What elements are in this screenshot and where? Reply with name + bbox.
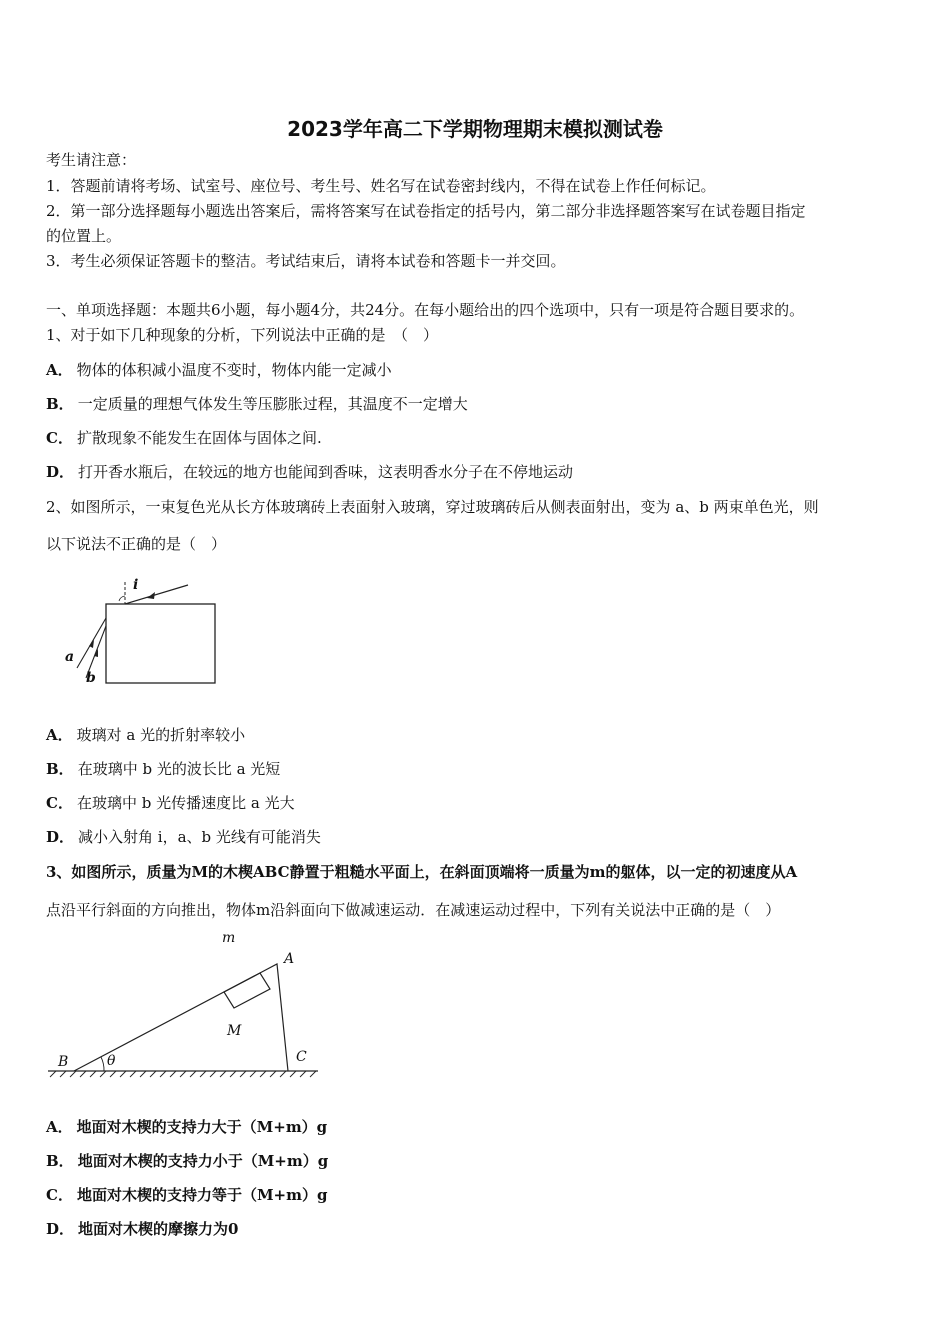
q2-option-d: D． 减小入射角 i，a、b 光线有可能消失 <box>46 828 321 846</box>
q3-wedge-figure <box>44 928 324 1078</box>
q3-stem-line1: 3、如图所示，质量为M的木楔ABC静置于粗糙水平面上，在斜面顶端将一质量为m的躯体，以一定的初速度从A <box>46 863 798 881</box>
notice-item-2: 2．第一部分选择题每小题选出答案后，需将答案写在试卷指定的括号内，第二部分非选择题答案写在试卷题目指定 <box>46 202 806 220</box>
notice-heading: 考生请注意： <box>46 151 137 169</box>
q3-label-m: m <box>222 930 236 946</box>
q2-glass-figure <box>55 570 230 695</box>
q1-option-d: D． 打开香水瓶后，在较远的地方也能闻到香味，这表明香水分子在不停地运动 <box>46 463 574 481</box>
q2-option-b: B． 在玻璃中 b 光的波长比 a 光短 <box>46 760 281 778</box>
q2-option-a: A． 玻璃对 a 光的折射率较小 <box>46 726 246 744</box>
q2-option-c: C． 在玻璃中 b 光传播速度比 a 光大 <box>46 794 295 812</box>
q3-label-b: B <box>58 1054 69 1070</box>
q3-label-mass-m: M <box>227 1023 242 1039</box>
notice-item-2-cont: 的位置上。 <box>46 227 122 245</box>
q3-option-d: D． 地面对木楔的摩擦力为0 <box>46 1220 239 1238</box>
q2-label-b: b <box>86 670 96 686</box>
q3-label-c: C <box>296 1049 307 1065</box>
q2-label-a: a <box>65 649 75 665</box>
notice-item-1: 1．答题前请将考场、试室号、座位号、考生号、姓名写在试卷密封线内，不得在试卷上作任何标记。 <box>46 177 716 195</box>
q1-option-b: B． 一定质量的理想气体发生等压膨胀过程，其温度不一定增大 <box>46 395 468 413</box>
q3-stem-line2: 点沿平行斜面的方向推出，物体m沿斜面向下做减速运动．在减速运动过程中，下列有关说法中正确的是（ ） <box>46 901 781 919</box>
notice-item-3: 3．考生必须保证答题卡的整洁。考试结束后，请将本试卷和答题卡一并交回。 <box>46 252 566 270</box>
q3-label-a: A <box>284 951 295 967</box>
q2-stem-line1: 2、如图所示，一束复色光从长方体玻璃砖上表面射入玻璃，穿过玻璃砖后从侧表面射出，变为 a、b 两束单色光，则 <box>46 498 819 516</box>
q2-label-i: i <box>133 577 139 593</box>
q1-option-a: A． 物体的体积减小温度不变时，物体内能一定减小 <box>46 361 392 379</box>
q3-label-theta: θ <box>107 1053 116 1069</box>
page-title: 2023学年高二下学期物理期末模拟测试卷 <box>287 117 663 141</box>
q3-option-c: C． 地面对木楔的支持力等于（M+m）g <box>46 1186 328 1204</box>
q2-stem-line2: 以下说法不正确的是（ ） <box>46 535 227 553</box>
section-heading: 一、单项选择题：本题共6小题，每小题4分，共24分。在每小题给出的四个选项中，只有一项是符合题目要求的。 <box>46 301 805 319</box>
q1-option-c: C． 扩散现象不能发生在固体与固体之间. <box>46 429 322 447</box>
q1-stem: 1、对于如下几种现象的分析，下列说法中正确的是 （ ） <box>46 326 439 344</box>
q3-option-b: B． 地面对木楔的支持力小于（M+m）g <box>46 1152 329 1170</box>
q3-option-a: A． 地面对木楔的支持力大于（M+m）g <box>46 1118 328 1136</box>
